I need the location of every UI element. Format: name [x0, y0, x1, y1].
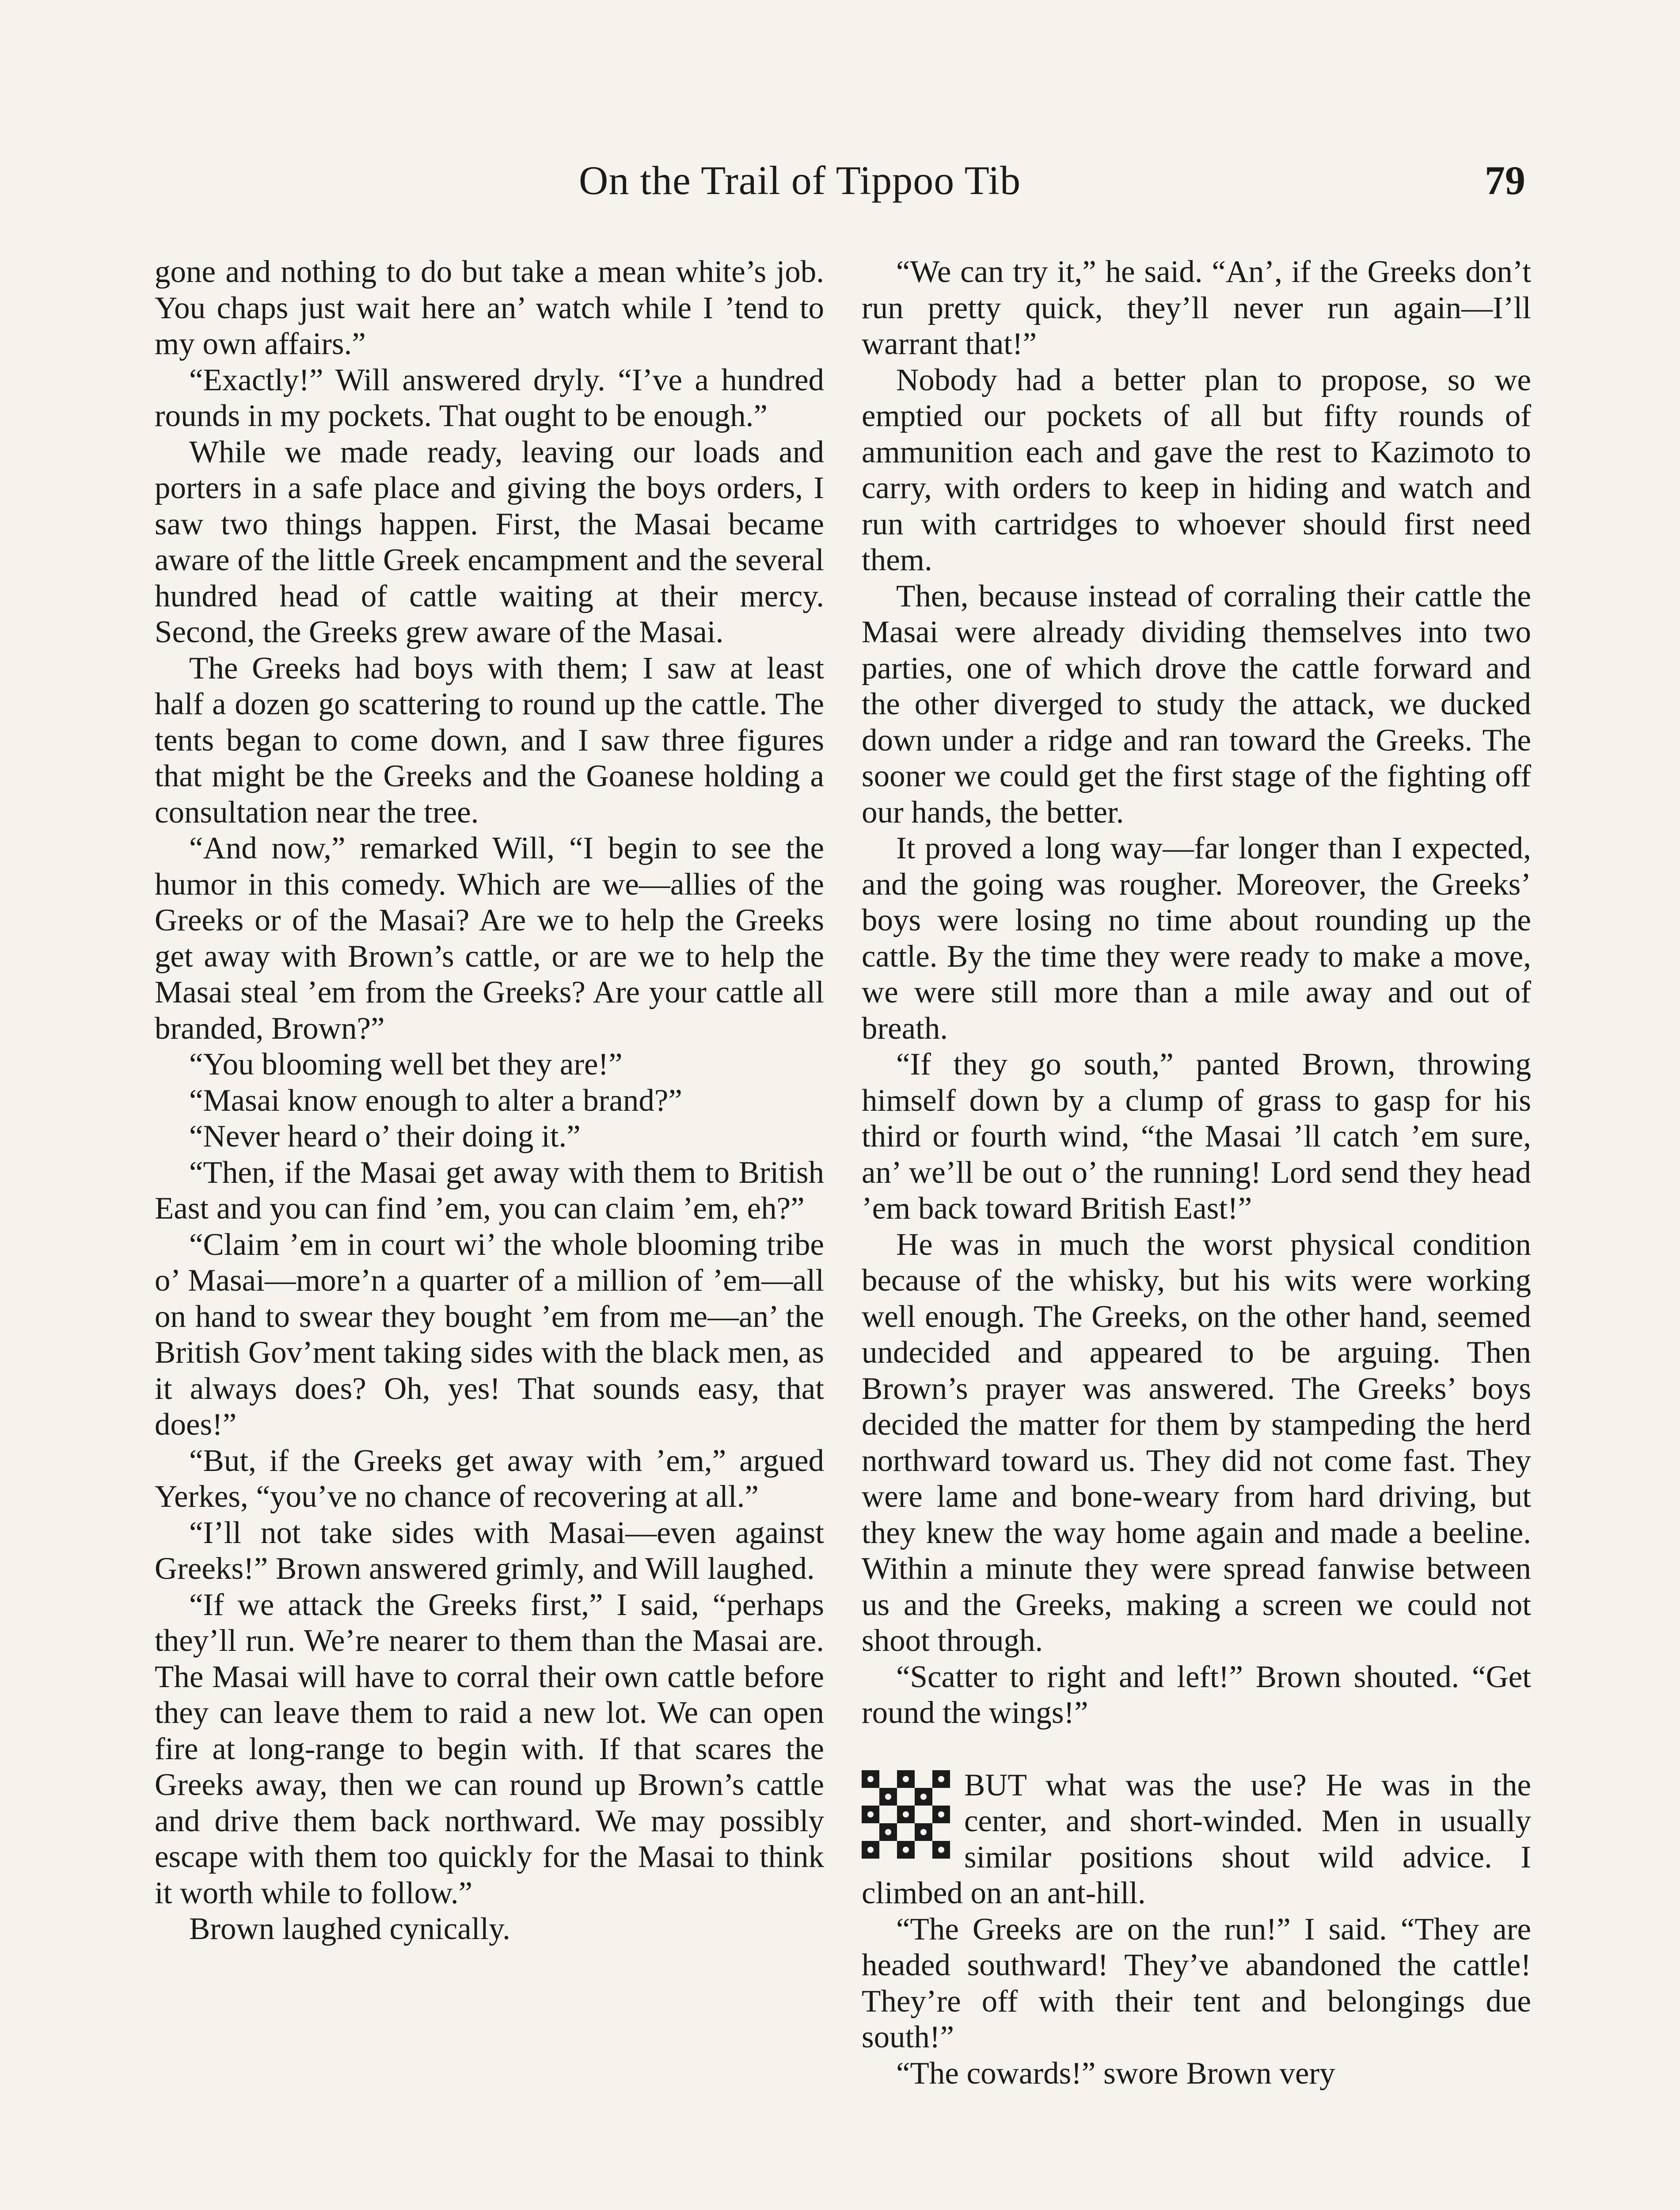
- section-break: [862, 1731, 1531, 1768]
- paragraph: “If we attack the Greeks first,” I said, “perhaps they’ll run. We’re nearer to them than the Masai are. The Masai will have to corral their own cattle before they can leave them to raid a new lot. We can open fire at long-range to begin with. If that scares the Greeks away, then we can round up Brown’s cattle and drive them back northward. We may possibly escape with them too quickly for the Masai to think it worth while to follow.”: [155, 1587, 824, 1910]
- page-number: 79: [1485, 158, 1525, 203]
- paragraph: Brown laughed cynically.: [189, 1912, 510, 1946]
- paragraph: “I’ll not take sides with Masai—even against Greeks!” Brown answered grimly, and Will laughed.: [155, 1515, 824, 1586]
- paragraph: He was in much the worst physical condition because of the whisky, but his wits were working well enough. The Greeks, on the other hand, seemed undecided and appeared to be arguing. Then Brown’s prayer was answered. The Greeks’ boys decided the matter for them by stampeding the herd northward toward us. They did not come fast. They were lame and bone-weary from hard driving, but they knew the way home again and made a beeline. Within a minute they were spread fanwise between us and the Greeks, making a screen we could not shoot through.: [862, 1227, 1531, 1658]
- paragraph: gone and nothing to do but take a mean white’s job. You chaps just wait here an’ watch while I ’tend to my own affairs.”: [155, 255, 824, 361]
- text-column-left: [155, 254, 824, 1947]
- paragraph: “You blooming well bet they are!”: [189, 1047, 623, 1082]
- text-column-right: [862, 254, 1531, 2092]
- paragraph: “The cowards!” swore Brown very: [896, 2056, 1335, 2091]
- paragraph: “And now,” remarked Will, “I begin to see the humor in this comedy. Which are we—allies of the Greeks or of the Masai? Are we to help the Greeks get away with Brown’s cattle, or are we to help the Masai steal ’em from the Greeks? Are your cattle all branded, Brown?”: [155, 831, 824, 1046]
- paragraph: “If they go south,” panted Brown, throwing himself down by a clump of grass to gasp for his third or fourth wind, “the Masai ’ll catch ’em sure, an’ we’ll be out o’ the running! Lord send they head ’em back toward British East!”: [862, 1047, 1531, 1226]
- paragraph: Then, because instead of corraling their cattle the Masai were already dividing themselves into two parties, one of which drove the cattle forward and the other diverged to study the attack, we ducked down under a ridge and ran toward the Greeks. The sooner we could get the first stage of the fighting off our hands, the better.: [862, 579, 1531, 830]
- paragraph: “Exactly!” Will answered dryly. “I’ve a hundred rounds in my pockets. That ought to be enough.”: [155, 362, 824, 433]
- running-title: On the Trail of Tippoo Tib: [579, 158, 1021, 203]
- paragraph: Nobody had a better plan to propose, so we emptied our pockets of all but fifty rounds of ammunition each and gave the rest to Kazimoto to carry, with orders to keep in hiding and watch and run with cartridges to whoever should first need them.: [862, 362, 1531, 577]
- paragraph: “But, if the Greeks get away with ’em,” argued Yerkes, “you’ve no chance of recovering at all.”: [155, 1443, 824, 1514]
- page-header: [0, 157, 1680, 219]
- section-lead-paragraph: [862, 1768, 1531, 1912]
- paragraph: “Scatter to right and left!” Brown shouted. “Get round the wings!”: [862, 1659, 1531, 1730]
- section-lead-text: BUT what was the use? He was in the center, and short-winded. Men in usually similar positions shout wild advice. I climbed on an ant-hill.: [862, 1768, 1531, 1910]
- paragraph: “The Greeks are on the run!” I said. “They are headed southward! They’ve abandoned the cattle! They’re off with their tent and belongings due south!”: [862, 1912, 1531, 2054]
- checkered-drop-ornament-icon: [862, 1770, 950, 1867]
- paragraph: While we made ready, leaving our loads and porters in a safe place and giving the boys orders, I saw two things happen. First, the Masai became aware of the little Greek encampment and the several hundred head of cattle waiting at their mercy. Second, the Greeks grew aware of the Masai.: [155, 434, 824, 649]
- paragraph: “Never heard o’ their doing it.”: [189, 1119, 581, 1154]
- paragraph: “Masai know enough to alter a brand?”: [189, 1083, 682, 1118]
- paragraph: “We can try it,” he said. “An’, if the Greeks don’t run pretty quick, they’ll never run again—I’ll warrant that!”: [862, 255, 1531, 361]
- paragraph: The Greeks had boys with them; I saw at least half a dozen go scattering to round up the cattle. The tents began to come down, and I saw three figures that might be the Greeks and the Goanese holding a consultation near the tree.: [155, 651, 824, 830]
- paragraph: It proved a long way—far longer than I expected, and the going was rougher. Moreover, the Greeks’ boys were losing no time about rounding up the cattle. By the time they were ready to make a move, we were still more than a mile away and out of breath.: [862, 831, 1531, 1046]
- paragraph: “Claim ’em in court wi’ the whole blooming tribe o’ Masai—more’n a quarter of a million of ’em—all on hand to swear they bought ’em from me—an’ the British Gov’ment taking sides with the black men, as it always does? Oh, yes! That sounds easy, that does!”: [155, 1227, 824, 1442]
- paragraph: “Then, if the Masai get away with them to British East and you can find ’em, you can claim ’em, eh?”: [155, 1155, 824, 1226]
